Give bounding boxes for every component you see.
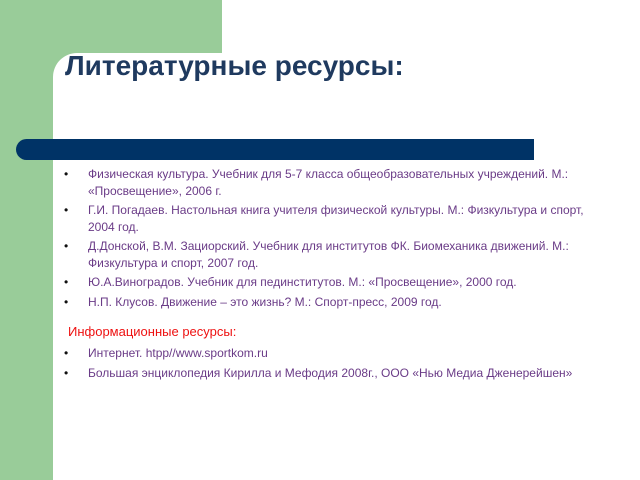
left-accent-band xyxy=(0,0,53,480)
bibliography-list xyxy=(64,166,612,313)
bullet-icon: • xyxy=(64,167,69,181)
info-resource-entry: Большая энциклопедия Кирилла и Мефодия 2008г., ООО «Нью Медиа Дженерейшен» xyxy=(88,365,573,380)
list-item xyxy=(64,345,612,362)
list-item xyxy=(64,166,612,199)
info-resources-list xyxy=(64,345,612,384)
bullet-icon: • xyxy=(64,239,69,253)
list-item xyxy=(64,274,612,291)
top-accent-band xyxy=(0,0,222,53)
bullet-icon: • xyxy=(64,294,69,309)
bullet-icon: • xyxy=(64,365,69,380)
bibliography-entry: Физическая культура. Учебник для 5-7 класса общеобразовательных учреждений. М.: «Просвещение», 2006 г. xyxy=(88,167,569,198)
list-item xyxy=(64,294,612,311)
list-item xyxy=(64,365,612,382)
bibliography-entry: Ю.А.Виноградов. Учебник для пединститутов. М.: «Просвещение», 2000 год. xyxy=(88,275,517,289)
info-resource-entry: Интернет. htpp//www.sportkom.ru xyxy=(88,346,268,360)
bullet-icon: • xyxy=(64,346,69,360)
bibliography-entry: Д.Донской, В.М. Зациорский. Учебник для институтов ФК. Биомеханика движений. М.: Физкультура и спорт, 2007 год. xyxy=(88,239,569,270)
bullet-icon: • xyxy=(64,275,69,289)
divider-bar xyxy=(16,139,534,160)
bullet-icon: • xyxy=(64,203,69,217)
list-item xyxy=(64,202,612,235)
bibliography-entry: Г.И. Погадаев. Настольная книга учителя физической культуры. М.: Физкультура и спорт, 2004 год. xyxy=(88,203,584,234)
list-item xyxy=(64,238,612,271)
bibliography-entry: Н.П. Клусов. Движение – это жизнь? М.: Спорт-пресс, 2009 год. xyxy=(88,294,442,309)
info-resources-heading: Информационные ресурсы: xyxy=(68,324,237,339)
slide-title: Литературные ресурсы: xyxy=(65,50,404,81)
